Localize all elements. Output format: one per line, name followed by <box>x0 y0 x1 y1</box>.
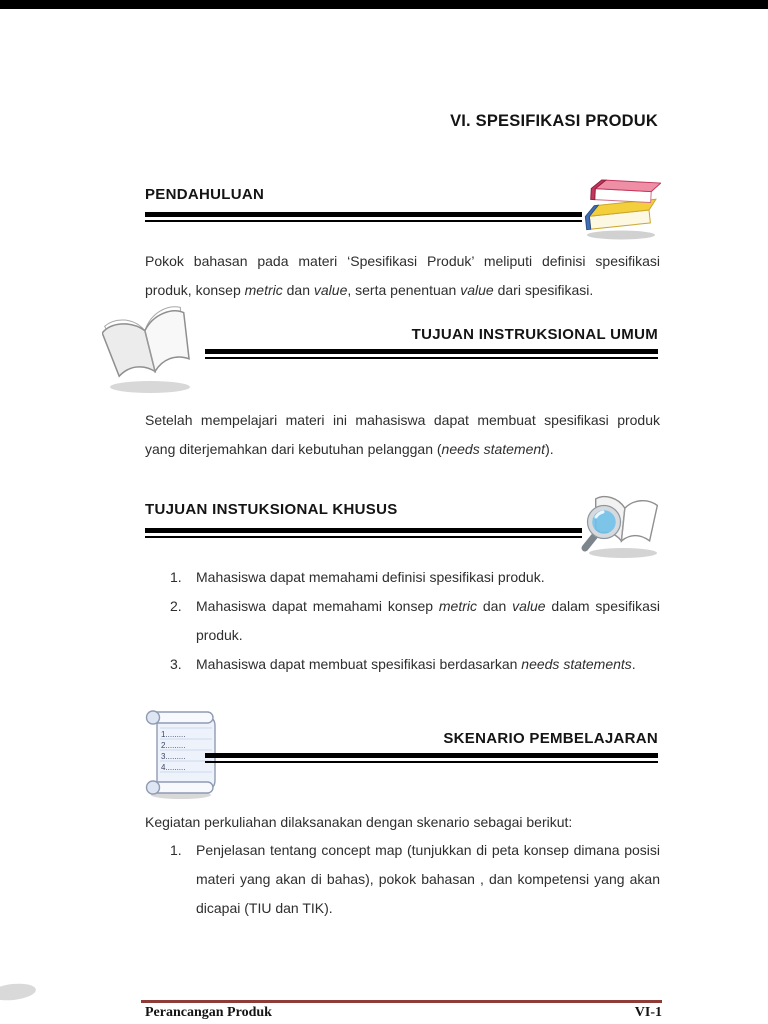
footer-rule <box>141 1000 662 1003</box>
list-number: 1. <box>170 842 182 858</box>
list-item <box>170 592 660 650</box>
rule-pendahuluan <box>145 212 582 222</box>
heading-tujuan-instruksional-umum: TUJUAN INSTRUKSIONAL UMUM <box>411 326 658 343</box>
text-run: yang diterjemahkan dari kebutuhan pelanggan ( <box>145 441 442 457</box>
paragraph-line: dicapai (TIU dan TIK). <box>196 900 333 916</box>
stacked-books-icon <box>583 173 661 241</box>
paragraph-pendahuluan <box>145 247 660 305</box>
paragraph-line: Mahasiswa dapat memahami definisi spesifikasi produk. <box>196 569 545 585</box>
paragraph-line <box>196 592 660 621</box>
paragraph-line <box>145 435 660 464</box>
page-top-edge <box>0 0 768 9</box>
list-number: 1. <box>170 569 182 585</box>
rule-tujuan-instuksional-khusus <box>145 528 582 538</box>
paragraph-line <box>145 276 660 305</box>
text-run: Mahasiswa dapat membuat spesifikasi berdasarkan <box>196 656 522 672</box>
text-run: dari spesifikasi. <box>493 282 594 298</box>
scroll-line: 3......... <box>161 752 186 761</box>
page-footer <box>145 1005 662 1021</box>
paragraph-line: produk. <box>196 627 243 643</box>
footer-doc-title: Perancangan Produk <box>145 1005 272 1020</box>
scroll-icon <box>139 704 223 800</box>
text-run-italic: needs statement <box>441 441 546 457</box>
paragraph-line <box>196 650 660 679</box>
footer-page-number: VI-1 <box>634 1005 662 1020</box>
scan-artifact <box>0 982 37 1003</box>
rule-tujuan-instruksional-umum <box>205 349 658 359</box>
heading-tujuan-instuksional-khusus: TUJUAN INSTUKSIONAL KHUSUS <box>145 501 398 518</box>
heading-pendahuluan: PENDAHULUAN <box>145 186 265 203</box>
book-magnifier-icon <box>577 486 663 560</box>
text-run: produk, konsep <box>145 282 245 298</box>
list-item <box>170 836 660 923</box>
paragraph-skenario-intro <box>145 808 660 837</box>
list-number: 2. <box>170 598 182 614</box>
paragraph-line: Setelah mempelajari materi ini mahasiswa dapat membuat spesifikasi produk <box>145 412 660 428</box>
scroll-line: 1......... <box>161 730 186 739</box>
list-item-text <box>196 836 660 923</box>
skenario-list <box>170 836 660 923</box>
paragraph-line: Pokok bahasan pada materi ‘Spesifikasi Produk’ meliputi definisi spesifikasi <box>145 253 660 269</box>
list-item-text <box>196 650 660 679</box>
list-item-text <box>196 592 660 650</box>
text-run-italic: needs statements <box>521 656 632 672</box>
text-run-italic: metric <box>244 282 283 298</box>
text-run: dalam spesifikasi <box>545 598 660 614</box>
paragraph-line: Kegiatan perkuliahan dilaksanakan dengan skenario sebagai berikut: <box>145 814 573 830</box>
list-item <box>170 563 660 592</box>
paragraph-line: materi yang akan di bahas), pokok bahasan , dan kompetensi yang akan <box>196 871 660 887</box>
scroll-line: 4......... <box>161 763 186 772</box>
text-run: dan <box>282 282 314 298</box>
paragraph-tiu <box>145 406 660 464</box>
heading-skenario-pembelajaran: SKENARIO PEMBELAJARAN <box>443 730 658 747</box>
text-run-italic: value <box>512 598 546 614</box>
text-run-italic: value <box>313 282 348 298</box>
tik-list <box>170 563 660 679</box>
text-run: . <box>631 656 636 672</box>
text-run-italic: value <box>460 282 494 298</box>
page-title: VI. SPESIFIKASI PRODUK <box>450 112 658 130</box>
text-run: dan <box>477 598 513 614</box>
list-item-text <box>196 563 660 592</box>
paragraph-line: Penjelasan tentang concept map (tunjukkan di peta konsep dimana posisi <box>196 842 660 858</box>
rule-skenario-pembelajaran <box>205 753 658 763</box>
list-number: 3. <box>170 656 182 672</box>
list-item <box>170 650 660 679</box>
text-run: Mahasiswa dapat memahami konsep <box>196 598 439 614</box>
text-run-italic: metric <box>438 598 478 614</box>
open-book-icon <box>102 306 198 396</box>
scroll-line: 2......... <box>161 741 186 750</box>
text-run: , serta penentuan <box>347 282 461 298</box>
text-run: ). <box>545 441 554 457</box>
